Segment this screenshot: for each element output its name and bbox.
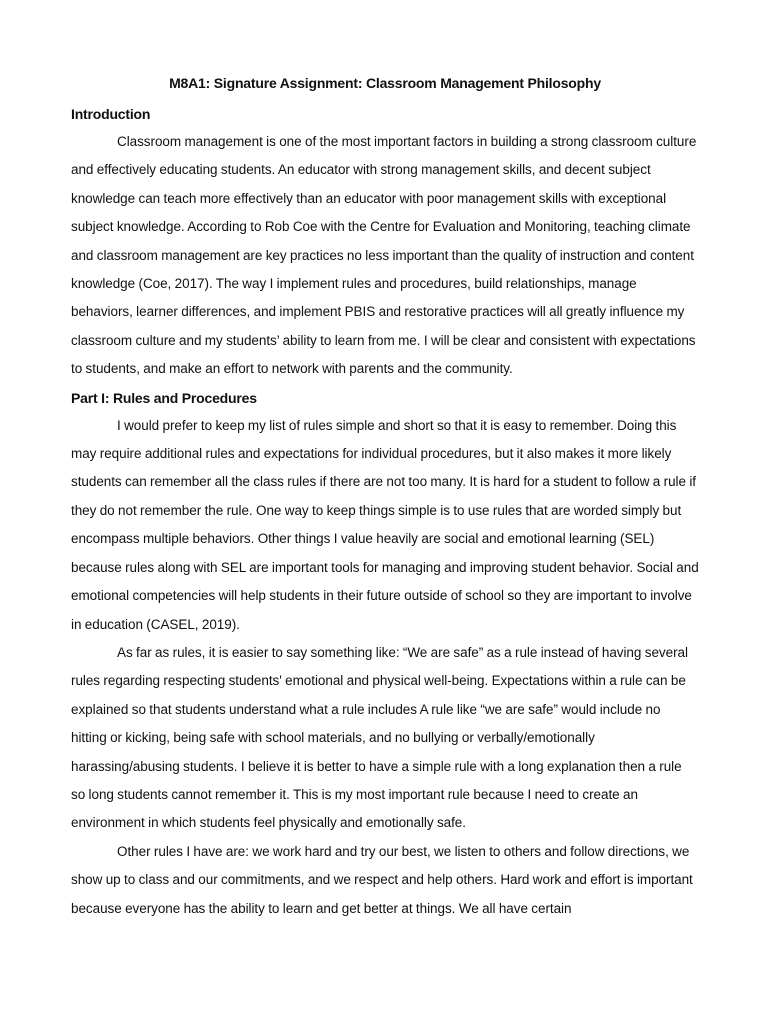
document-body [71,72,699,923]
document-title: M8A1: Signature Assignment: Classroom Management Philosophy [169,75,601,91]
section-heading-introduction: Introduction [71,106,151,122]
section-introduction [71,100,699,384]
rules-paragraph-3: Other rules I have are: we work hard and try our best, we listen to others and follow directions, we show up to class and our commitments, and we respect and help others. Hard work and effort is important because everyone has the ability to learn and get better at things. We all have certain [71,843,693,916]
introduction-paragraph-1: Classroom management is one of the most important factors in building a strong classroom culture and effectively educating students. An educator with strong management skills, and decent subject knowledge can teach more effectively than an educator with poor management skills with exceptional subject knowledge. According to Rob Coe with the Centre for Evaluation and Monitoring, teaching climate and classroom management are key practices no less important than the quality of instruction and content knowledge (Coe, 2017). The way I implement rules and procedures, build relationships, manage behaviors, learner differences, and implement PBIS and restorative practices will all greatly influence my classroom culture and my students’ ability to learn from me. I will be clear and consistent with expectations to students, and make an effort to network with parents and the community. [71,134,697,377]
rules-paragraph-2: As far as rules, it is easier to say something like: “We are safe” as a rule instead of having several rules regarding respecting students' emotional and physical well-being. Expectations within a rule can be explained so that students understand what a rule includes A rule like “we are safe” would include no hitting or kicking, being safe with school materials, and no bullying or verbally/emotionally harassing/abusing students. I believe it is better to have a simple rule with a long explanation then a rule so long students cannot remember it. This is my most important rule because I need to create an environment in which students feel physically and emotionally safe. [71,644,688,831]
section-heading-rules-and-procedures: Part I: Rules and Procedures [71,389,257,406]
rules-paragraph-1: I would prefer to keep my list of rules simple and short so that it is easy to remember. Doing this may require additional rules and expectations for individual procedures, but it also makes it more likely students can remember all the class rules if there are not too many. It is hard for a student to follow a rule if they do not remember the rule. One way to keep things simple is to use rules that are worded simply but encompass multiple behaviors. Other things I value heavily are social and emotional learning (SEL) because rules along with SEL are important tools for managing and improving student behavior. Social and emotional competencies will help students in their future outside of school so they are important to involve in education (CASEL, 2019). [71,417,699,632]
section-rules-and-procedures [71,384,699,923]
